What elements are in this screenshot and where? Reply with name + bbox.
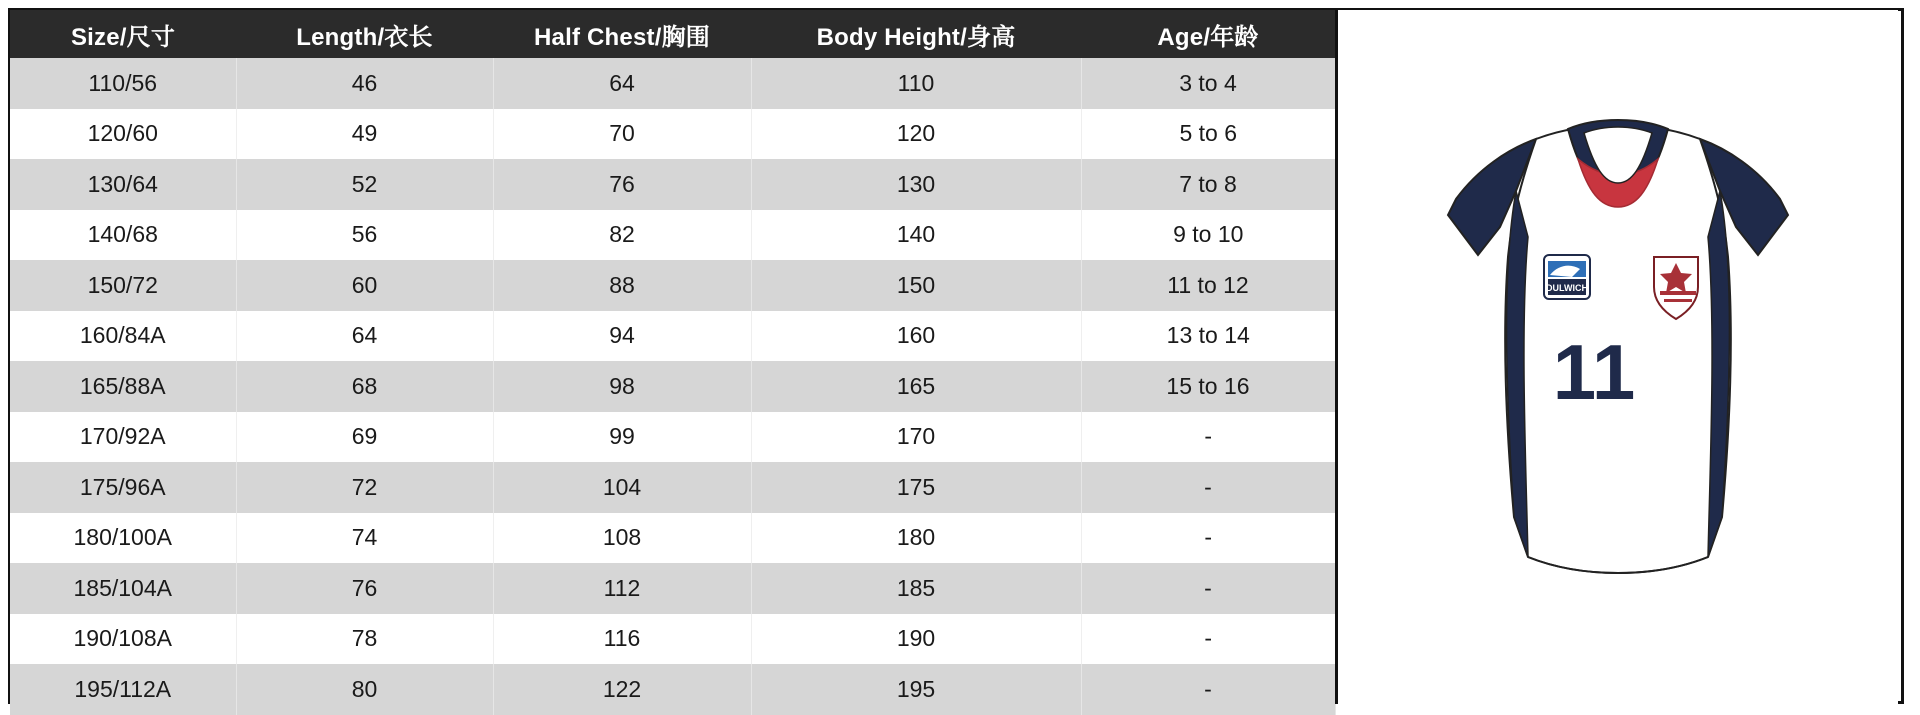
cell-age: -: [1081, 462, 1335, 513]
cell-half-chest: 122: [493, 664, 751, 715]
cell-length: 68: [236, 361, 493, 412]
cell-body-height: 185: [751, 563, 1081, 614]
cell-size: 160/84A: [10, 311, 236, 362]
table-row: [10, 412, 1335, 463]
cell-length: 76: [236, 563, 493, 614]
cell-age: 11 to 12: [1081, 260, 1335, 311]
cell-half-chest: 112: [493, 563, 751, 614]
jersey-svg: [1408, 87, 1828, 627]
cell-half-chest: 82: [493, 210, 751, 261]
cell-age: -: [1081, 412, 1335, 463]
cell-length: 64: [236, 311, 493, 362]
table-row: [10, 159, 1335, 210]
table-row: [10, 58, 1335, 109]
cell-half-chest: 70: [493, 109, 751, 160]
table-row: [10, 563, 1335, 614]
cell-size: 195/112A: [10, 664, 236, 715]
cell-half-chest: 64: [493, 58, 751, 109]
cell-size: 165/88A: [10, 361, 236, 412]
cell-age: 15 to 16: [1081, 361, 1335, 412]
cell-age: 7 to 8: [1081, 159, 1335, 210]
cell-size: 175/96A: [10, 462, 236, 513]
club-badge-icon: [1544, 255, 1590, 299]
size-table: [10, 10, 1336, 715]
table-row: [10, 260, 1335, 311]
cell-body-height: 140: [751, 210, 1081, 261]
table-row: [10, 361, 1335, 412]
table-row: [10, 664, 1335, 715]
cell-size: 180/100A: [10, 513, 236, 564]
cell-age: 3 to 4: [1081, 58, 1335, 109]
cell-size: 120/60: [10, 109, 236, 160]
size-table-container: [10, 10, 1335, 704]
cell-body-height: 110: [751, 58, 1081, 109]
cell-age: -: [1081, 664, 1335, 715]
table-header-row: [10, 10, 1335, 58]
jersey-illustration: [1408, 87, 1828, 627]
cell-body-height: 170: [751, 412, 1081, 463]
table-row: [10, 210, 1335, 261]
cell-length: 52: [236, 159, 493, 210]
cell-half-chest: 116: [493, 614, 751, 665]
cell-body-height: 150: [751, 260, 1081, 311]
table-row: [10, 462, 1335, 513]
cell-half-chest: 88: [493, 260, 751, 311]
cell-length: 72: [236, 462, 493, 513]
column-header-size: Size/尺寸: [10, 10, 236, 58]
table-header: [10, 10, 1335, 58]
cell-half-chest: 104: [493, 462, 751, 513]
cell-half-chest: 98: [493, 361, 751, 412]
cell-body-height: 120: [751, 109, 1081, 160]
cell-age: 9 to 10: [1081, 210, 1335, 261]
cell-age: 5 to 6: [1081, 109, 1335, 160]
jersey-number: 11: [1552, 328, 1636, 416]
cell-age: -: [1081, 563, 1335, 614]
product-image-panel: [1335, 10, 1898, 704]
cell-length: 74: [236, 513, 493, 564]
cell-age: -: [1081, 513, 1335, 564]
cell-size: 190/108A: [10, 614, 236, 665]
cell-age: 13 to 14: [1081, 311, 1335, 362]
club-badge-label: DULWICH: [1546, 283, 1588, 293]
cell-age: -: [1081, 614, 1335, 665]
cell-size: 185/104A: [10, 563, 236, 614]
cell-size: 140/68: [10, 210, 236, 261]
cell-half-chest: 99: [493, 412, 751, 463]
column-header-body-height: Body Height/身高: [751, 10, 1081, 58]
table-row: [10, 513, 1335, 564]
cell-body-height: 175: [751, 462, 1081, 513]
cell-body-height: 195: [751, 664, 1081, 715]
cell-length: 60: [236, 260, 493, 311]
cell-length: 46: [236, 58, 493, 109]
column-header-age: Age/年龄: [1081, 10, 1335, 58]
column-header-half-chest: Half Chest/胸围: [493, 10, 751, 58]
table-row: [10, 614, 1335, 665]
cell-half-chest: 76: [493, 159, 751, 210]
cell-size: 130/64: [10, 159, 236, 210]
cell-body-height: 190: [751, 614, 1081, 665]
cell-length: 49: [236, 109, 493, 160]
cell-length: 78: [236, 614, 493, 665]
table-body: [10, 58, 1335, 715]
table-row: [10, 109, 1335, 160]
cell-half-chest: 94: [493, 311, 751, 362]
cell-size: 150/72: [10, 260, 236, 311]
cell-size: 110/56: [10, 58, 236, 109]
cell-body-height: 130: [751, 159, 1081, 210]
cell-body-height: 165: [751, 361, 1081, 412]
table-row: [10, 311, 1335, 362]
cell-length: 69: [236, 412, 493, 463]
cell-half-chest: 108: [493, 513, 751, 564]
column-header-length: Length/衣长: [236, 10, 493, 58]
cell-length: 56: [236, 210, 493, 261]
cell-length: 80: [236, 664, 493, 715]
cell-size: 170/92A: [10, 412, 236, 463]
cell-body-height: 180: [751, 513, 1081, 564]
cell-body-height: 160: [751, 311, 1081, 362]
